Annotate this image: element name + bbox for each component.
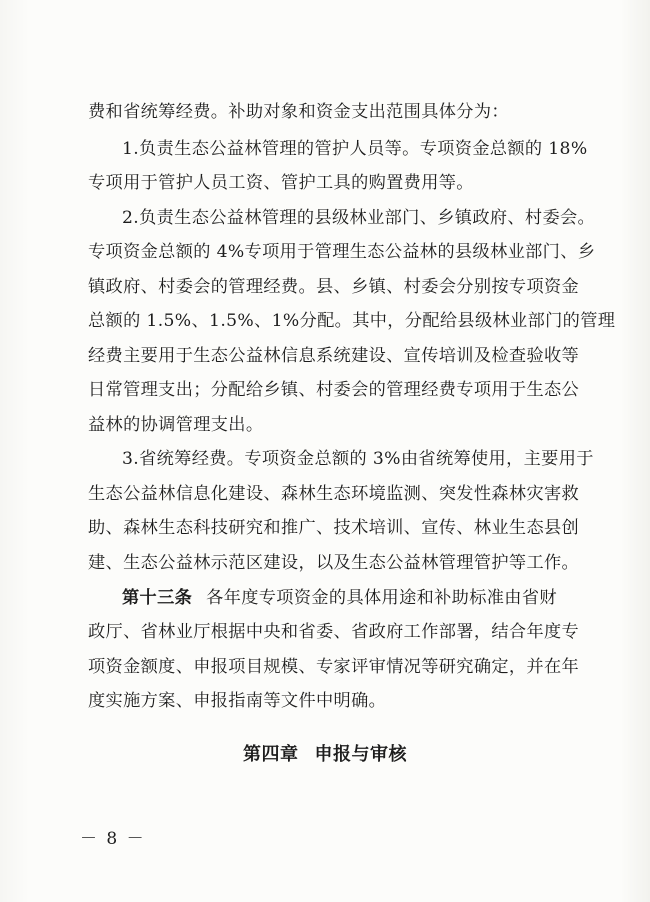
text-line: 度实施方案、申报指南等文件中明确。 (88, 691, 387, 711)
text-line: 费和省统筹经费。补助对象和资金支出范围具体分为： (88, 102, 509, 122)
text-line: 专项资金总额的 4%专项用于管理生态公益林的县级林业部门、乡 (88, 242, 596, 262)
text-line: 1.负责生态公益林管理的管护人员等。专项资金总额的 18% (122, 139, 588, 159)
text-line: 日常管理支出；分配给乡镇、村委会的管理经费专项用于生态公 (88, 380, 580, 400)
text-line: 经费主要用于生态公益林信息系统建设、宣传培训及检查验收等 (88, 346, 580, 366)
article-13-first-line (122, 586, 576, 610)
text-line: 总额的 1.5%、1.5%、1%分配。其中，分配给县级林业部门的管理 (88, 311, 616, 331)
text-line: 助、森林生态科技研究和推广、技术培训、宣传、林业生态县创 (88, 518, 580, 538)
text-line: 政厅、省林业厅根据中央和省委、省政府工作部署，结合年度专 (88, 622, 580, 642)
article-label: 第十三条 (122, 588, 193, 608)
text-line: 各年度专项资金的具体用途和补助标准由省财 (206, 588, 557, 608)
text-line: 镇政府、村委会的管理经费。县、乡镇、村委会分别按专项资金 (88, 277, 580, 297)
text-line: 益林的协调管理支出。 (88, 415, 264, 435)
text-line: 建、生态公益林示范区建设，以及生态公益林管理管护等工作。 (88, 553, 580, 573)
text-line: 项资金额度、申报项目规模、专家评审情况等研究确定，并在年 (88, 657, 580, 677)
chapter-heading (0, 742, 650, 768)
text-line: 专项用于管护人员工资、管护工具的购置费用等。 (88, 173, 474, 193)
chapter-title: 申报与审核 (314, 744, 407, 765)
text-line: 3.省统筹经费。专项资金总额的 3%由省统筹使用，主要用于 (122, 449, 594, 469)
text-line: 2.负责生态公益林管理的县级林业部门、乡镇政府、村委会。 (122, 208, 596, 228)
chapter-number: 第四章 (243, 744, 299, 765)
text-line: 生态公益林信息化建设、森林生态环境监测、突发性森林灾害救 (88, 484, 580, 504)
page-number: － 8 － (80, 829, 146, 849)
